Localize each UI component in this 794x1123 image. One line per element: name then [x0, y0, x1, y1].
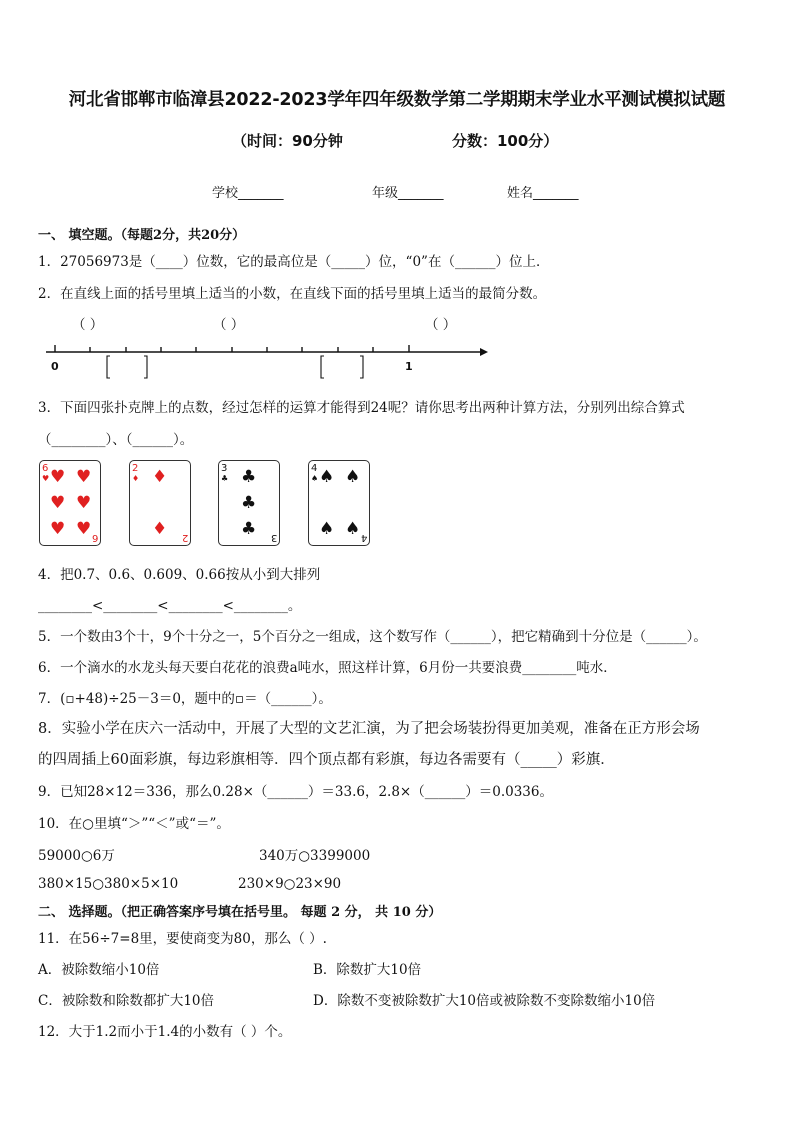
tick-label-zero: 0: [51, 360, 59, 373]
heart-icon: ♥: [50, 493, 66, 513]
number-line: [40, 310, 490, 380]
q11-option-d[interactable]: D．除数不变被除数扩大10倍或被除数不变除数缩小10倍: [313, 993, 656, 1009]
q11-option-c[interactable]: C．被除数和除数都扩大10倍: [38, 993, 215, 1009]
playing-card-3-clubs: [218, 460, 280, 546]
score-label: 分数：100分）: [452, 132, 559, 150]
q10-item-3: 380×15○380×5×10: [38, 876, 179, 892]
card-rank: 3: [270, 532, 277, 543]
question-6: 6．一个滴水的水龙头每天要白花花的浪费a吨水，照这样计算，6月份一共要浪费________吨水．: [38, 660, 617, 676]
card-rank: 4: [360, 532, 367, 543]
card-rank: 2: [132, 463, 139, 474]
upper-blank-1[interactable]: （ ）: [72, 317, 104, 333]
upper-blank-2[interactable]: （ ）: [213, 317, 245, 333]
question-8-line2: 的四周插上60面彩旗，每边彩旗相等．四个顶点都有彩旗，每边各需要有（_____）彩旗．: [38, 752, 615, 768]
q10-item-2: 340万○3399000: [259, 848, 371, 864]
tick-label-one: 1: [405, 360, 413, 373]
question-9: 9．已知28×12＝336，那么0.28×（______）＝33.6，2.8×（______）＝0.0336。: [38, 784, 553, 800]
playing-card-6-hearts: [39, 460, 101, 546]
spade-icon: ♠: [345, 467, 361, 487]
q11-option-b[interactable]: B．除数扩大10倍: [313, 962, 422, 978]
diamond-icon: ♦: [132, 474, 140, 483]
section-heading-fill-blank: 一、 填空题。（每题2分，共20分）: [38, 228, 246, 243]
card-rank: 6: [42, 463, 49, 474]
card-rank: 4: [311, 463, 318, 474]
school-field[interactable]: 学校_______: [212, 186, 284, 201]
upper-blank-3[interactable]: （ ）: [425, 317, 457, 333]
playing-card-4-spades: [308, 460, 370, 546]
diamond-icon: ♦: [152, 467, 168, 487]
exam-title: 河北省邯郸市临漳县2022-2023学年四年级数学第二学期期末学业水平测试模拟试题: [68, 90, 726, 110]
club-icon: ♣: [221, 474, 229, 483]
question-7: 7．(▫+48)÷25－3＝0，题中的▫＝（______）。: [38, 691, 332, 707]
heart-icon: ♥: [50, 519, 66, 539]
card-rank: 6: [91, 532, 98, 543]
name-field[interactable]: 姓名_______: [507, 186, 579, 201]
heart-icon: ♥: [42, 474, 50, 483]
spade-icon: ♠: [319, 467, 335, 487]
question-1: 1．27056973是（____）位数，它的最高位是（_____）位，“0”在（______）位上．: [38, 254, 550, 270]
question-12: 12．大于1.2而小于1.4的小数有（ ）个。: [38, 1024, 292, 1040]
club-icon: ♣: [241, 519, 257, 539]
spade-icon: ♠: [345, 519, 361, 539]
spade-icon: ♠: [311, 474, 319, 483]
question-11: 11．在56÷7=8里，要使商变为80，那么（ ）.: [38, 931, 327, 947]
question-2: 2．在直线上面的括号里填上适当的小数，在直线下面的括号里填上适当的最简分数。: [38, 286, 547, 302]
diamond-icon: ♦: [152, 519, 168, 539]
question-10: 10．在○里填“＞”“＜”或“＝”。: [38, 816, 230, 832]
heart-icon: ♥: [76, 467, 92, 487]
question-4-blanks: ________<________<________<________。: [38, 598, 302, 614]
section-heading-choice: 二、 选择题。（把正确答案序号填在括号里。 每题 2 分， 共 10 分）: [38, 905, 442, 920]
club-icon: ♣: [241, 467, 257, 487]
heart-icon: ♥: [50, 467, 66, 487]
question-5: 5．一个数由3个十，9个十分之一，5个百分之一组成，这个数写作（______），把它精确到十分位是（______）。: [38, 629, 707, 645]
q10-item-4: 230×9○23×90: [238, 876, 342, 892]
grade-field[interactable]: 年级_______: [372, 186, 444, 201]
playing-card-2-diamonds: [129, 460, 191, 546]
q11-option-a[interactable]: A．被除数缩小10倍: [38, 962, 160, 978]
card-rank: 2: [181, 532, 188, 543]
question-3-blanks: （________）、（______）。: [38, 432, 194, 448]
club-icon: ♣: [241, 493, 257, 513]
heart-icon: ♥: [76, 519, 92, 539]
spade-icon: ♠: [319, 519, 335, 539]
card-rank: 3: [221, 463, 228, 474]
question-8: 8．实验小学在庆六一活动中，开展了大型的文艺汇演，为了把会场装扮得更加美观，准备在正方形会场: [38, 721, 700, 737]
q10-item-1: 59000○6万: [38, 848, 115, 864]
heart-icon: ♥: [76, 493, 92, 513]
question-3: 3．下面四张扑克牌上的点数，经过怎样的运算才能得到24呢？请你思考出两种计算方法，分别列出综合算式: [38, 400, 685, 416]
time-label: （时间：90分钟: [232, 132, 343, 150]
question-4: 4．把0.7、0.6、0.609、0.66按从小到大排列: [38, 567, 321, 583]
